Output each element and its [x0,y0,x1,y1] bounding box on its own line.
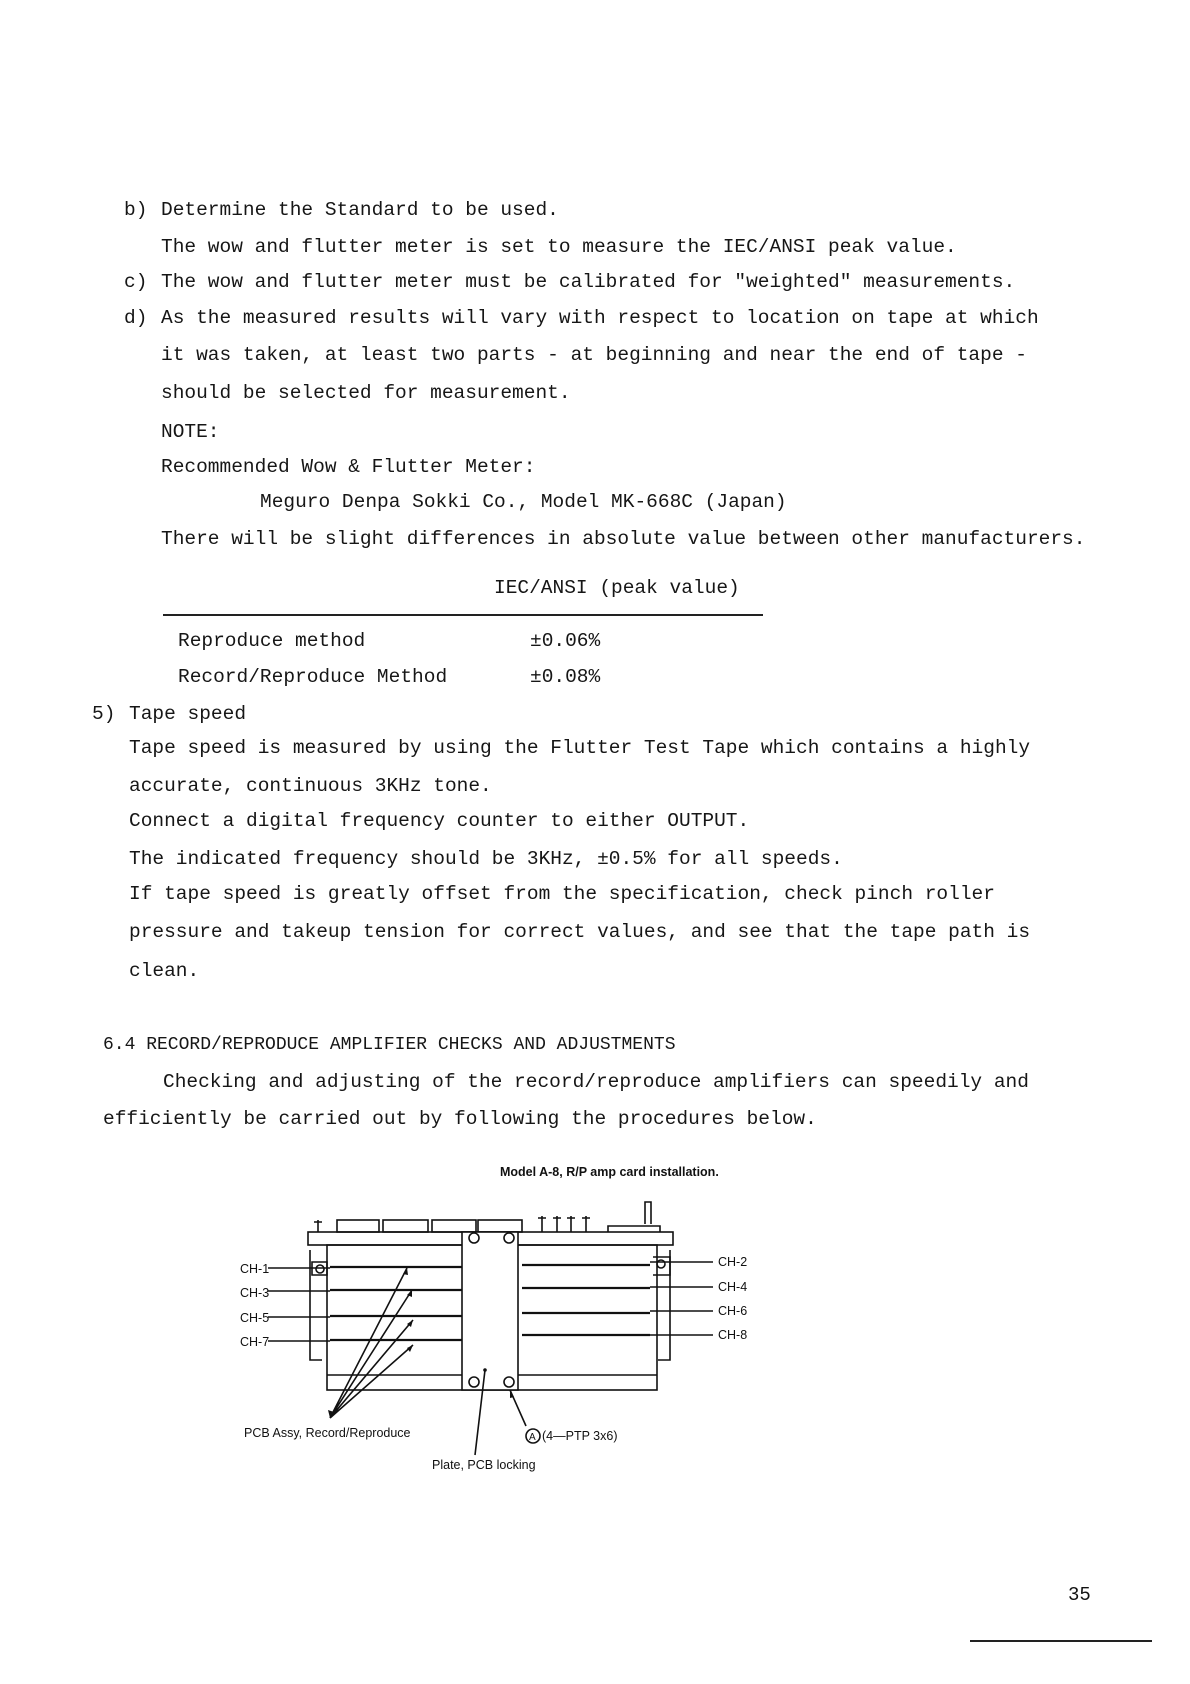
item-d-text: should be selected for measurement. [161,382,571,404]
pcb-assy-label: PCB Assy, Record/Reproduce [244,1426,411,1440]
channel-label: CH-6 [718,1304,748,1318]
note-text: Meguro Denpa Sokki Co., Model MK-668C (Japan) [260,491,787,513]
screw-spec-label: (4—PTP 3x6) [542,1429,618,1443]
channel-label: CH-4 [718,1280,748,1294]
item-d-text: As the measured results will vary with respect to location on tape at which [161,307,1039,329]
amp-card-installation-diagram [230,1150,950,1490]
section-heading: 6.4 RECORD/REPRODUCE AMPLIFIER CHECKS AND ADJUSTMENTS [103,1035,676,1055]
item-marker-5: 5) [92,703,116,725]
item-marker-d: d) [124,307,148,329]
table-cell-method: Record/Reproduce Method [178,666,448,688]
tape-speed-text: If tape speed is greatly offset from the specification, check pinch roller [129,883,995,905]
note-label: NOTE: [161,421,220,443]
tape-speed-text: accurate, continuous 3KHz tone. [129,775,492,797]
channel-label: CH-5 [240,1311,270,1325]
section-text: efficiently be carried out by following the procedures below. [103,1108,817,1130]
table-header: IEC/ANSI (peak value) [494,577,740,599]
item-marker-c: c) [124,271,148,293]
page-number: 35 [1068,1584,1091,1606]
table-cell-value: ±0.08% [530,666,601,688]
tape-speed-text: pressure and takeup tension for correct values, and see that the tape path is [129,921,1031,943]
item-b-text: Determine the Standard to be used. [161,199,559,221]
figure-caption: Model A-8, R/P amp card installation. [500,1165,719,1179]
table-cell-value: ±0.06% [530,630,601,652]
footer-rule [970,1640,1152,1642]
tape-speed-text: Tape speed is measured by using the Flutter Test Tape which contains a highly [129,737,1031,759]
tape-speed-text: The indicated frequency should be 3KHz, ±0.5% for all speeds. [129,848,843,870]
tape-speed-title: Tape speed [129,703,247,725]
item-d-text: it was taken, at least two parts - at beginning and near the end of tape - [161,344,1027,366]
screw-marker-label: A [529,1432,536,1443]
channel-label: CH-8 [718,1328,748,1342]
item-marker-b: b) [124,199,148,221]
channel-label: CH-2 [718,1255,748,1269]
section-text: Checking and adjusting of the record/reproduce amplifiers can speedily and [163,1071,1029,1093]
note-text: There will be slight differences in absolute value between other manufacturers. [161,528,1086,550]
table-cell-method: Reproduce method [178,630,366,652]
table-rule [163,614,763,616]
channel-label: CH-7 [240,1335,270,1349]
channel-label: CH-3 [240,1286,270,1300]
tape-speed-text: clean. [129,960,200,982]
channel-label: CH-1 [240,1262,270,1276]
tape-speed-text: Connect a digital frequency counter to either OUTPUT. [129,810,750,832]
item-b-text: The wow and flutter meter is set to measure the IEC/ANSI peak value. [161,236,957,258]
item-c-text: The wow and flutter meter must be calibrated for "weighted" measurements. [161,271,1016,293]
plate-label: Plate, PCB locking [432,1458,536,1472]
note-text: Recommended Wow & Flutter Meter: [161,456,536,478]
